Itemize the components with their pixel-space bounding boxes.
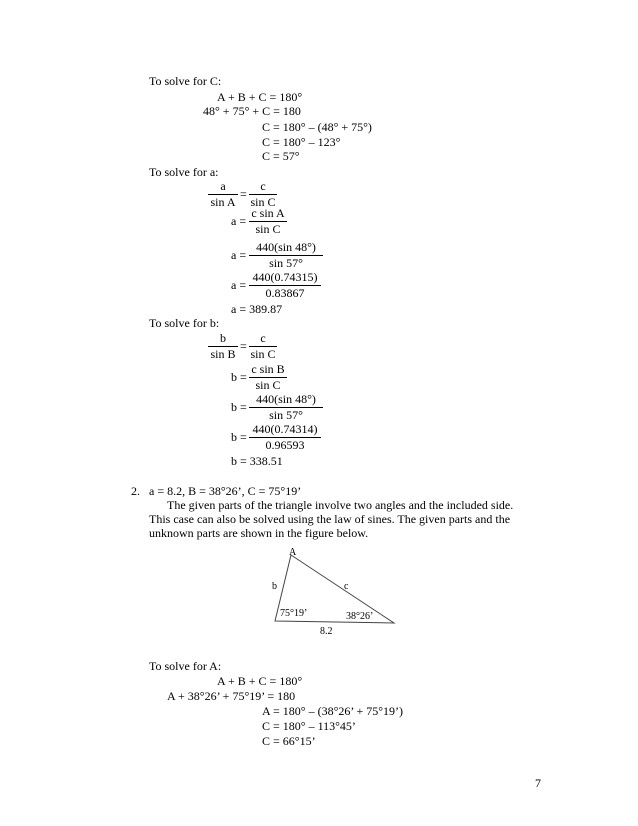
fraction-denominator: sin 57° — [269, 256, 303, 270]
solve-A-eq3: A = 180° – (38°26’ + 75°19’) — [262, 704, 404, 718]
fraction-denominator: sin C — [255, 222, 281, 236]
fraction-numerator: c — [260, 179, 266, 193]
fraction-denominator: sin C — [250, 195, 276, 209]
fraction-denominator: sin 57° — [269, 408, 303, 422]
equation-lhs: a = — [231, 214, 247, 228]
fraction-440x-over-083867 — [249, 270, 321, 302]
fraction-numerator: 440(sin 48°) — [256, 240, 316, 254]
solve-A-eq2: A + 38°26’ + 75°19’ = 180 — [167, 689, 296, 703]
fraction-440sin48-over-sin57 — [249, 240, 323, 272]
fraction-denominator: 0.96593 — [265, 438, 305, 452]
side-label-a: 8.2 — [320, 626, 333, 637]
solve-A-eq5: C = 66°15’ — [262, 734, 316, 748]
fraction-c-over-sinC — [249, 331, 277, 363]
problem-number: 2. — [131, 484, 140, 498]
equation-lhs: b = — [231, 400, 247, 414]
page-number: 7 — [535, 776, 541, 790]
fraction-denominator: 0.83867 — [265, 286, 305, 300]
angle-label-b: 38°26’ — [346, 611, 374, 622]
fraction-numerator: b — [220, 331, 226, 345]
fraction-440sin48-over-sin57 — [249, 392, 323, 424]
equals-sign: = — [240, 339, 247, 353]
fraction-csinA-over-sinC — [249, 206, 287, 238]
side-label-c: c — [344, 581, 349, 592]
vertex-label-a: A — [289, 548, 297, 558]
fraction-440x-over-096593 — [249, 422, 321, 454]
fraction-numerator: c — [260, 331, 266, 345]
fraction-numerator: 440(sin 48°) — [256, 392, 316, 406]
angle-label-c: 75°19’ — [280, 608, 308, 619]
fraction-numerator: 440(0.74314) — [252, 422, 318, 436]
solve-b-heading: To solve for b: — [149, 316, 220, 330]
solve-c-eq4: C = 180° – 123° — [262, 135, 341, 149]
fraction-numerator: c sin B — [251, 362, 285, 376]
solve-c-eq1: A + B + C = 180° — [217, 90, 303, 104]
solve-c-eq3: C = 180° – (48° + 75°) — [262, 120, 372, 134]
problem-given: a = 8.2, B = 38°26’, C = 75°19’ — [149, 484, 302, 498]
equation-lhs: a = — [231, 248, 247, 262]
solve-b-result: b = 338.51 — [231, 454, 283, 468]
problem-paragraph-line-3: unknown parts are shown in the figure below. — [149, 526, 369, 540]
equation-lhs: a = — [231, 278, 247, 292]
fraction-denominator: sin A — [210, 195, 236, 209]
fraction-denominator: sin B — [210, 347, 236, 361]
solve-a-heading: To solve for a: — [149, 165, 219, 179]
fraction-csinB-over-sinC — [249, 362, 287, 394]
fraction-numerator: 440(0.74315) — [252, 270, 318, 284]
fraction-numerator: a — [220, 179, 226, 193]
equation-lhs: b = — [231, 430, 247, 444]
problem-paragraph-line-1: The given parts of the triangle involve two angles and the included side. — [167, 498, 514, 512]
triangle-figure — [250, 548, 400, 638]
fraction-b-over-sinB — [208, 331, 238, 363]
solve-a-result: a = 389.87 — [231, 302, 283, 316]
side-label-b: b — [272, 581, 277, 592]
solve-c-eq5: C = 57° — [262, 149, 300, 163]
fraction-denominator: sin C — [250, 347, 276, 361]
solve-A-heading: To solve for A: — [149, 659, 222, 673]
problem-paragraph-line-2: This case can also be solved using the law of sines. The given parts and the — [149, 512, 511, 526]
fraction-a-over-sinA — [208, 179, 238, 211]
solve-A-eq1: A + B + C = 180° — [217, 674, 303, 688]
solve-c-heading: To solve for C: — [149, 74, 222, 88]
fraction-numerator: c sin A — [251, 206, 285, 220]
equation-lhs: b = — [231, 370, 247, 384]
solve-A-eq4: C = 180° – 113°45’ — [262, 719, 356, 733]
solve-c-eq2: 48° + 75° + C = 180 — [203, 104, 301, 118]
fraction-denominator: sin C — [255, 378, 281, 392]
equals-sign: = — [240, 187, 247, 201]
